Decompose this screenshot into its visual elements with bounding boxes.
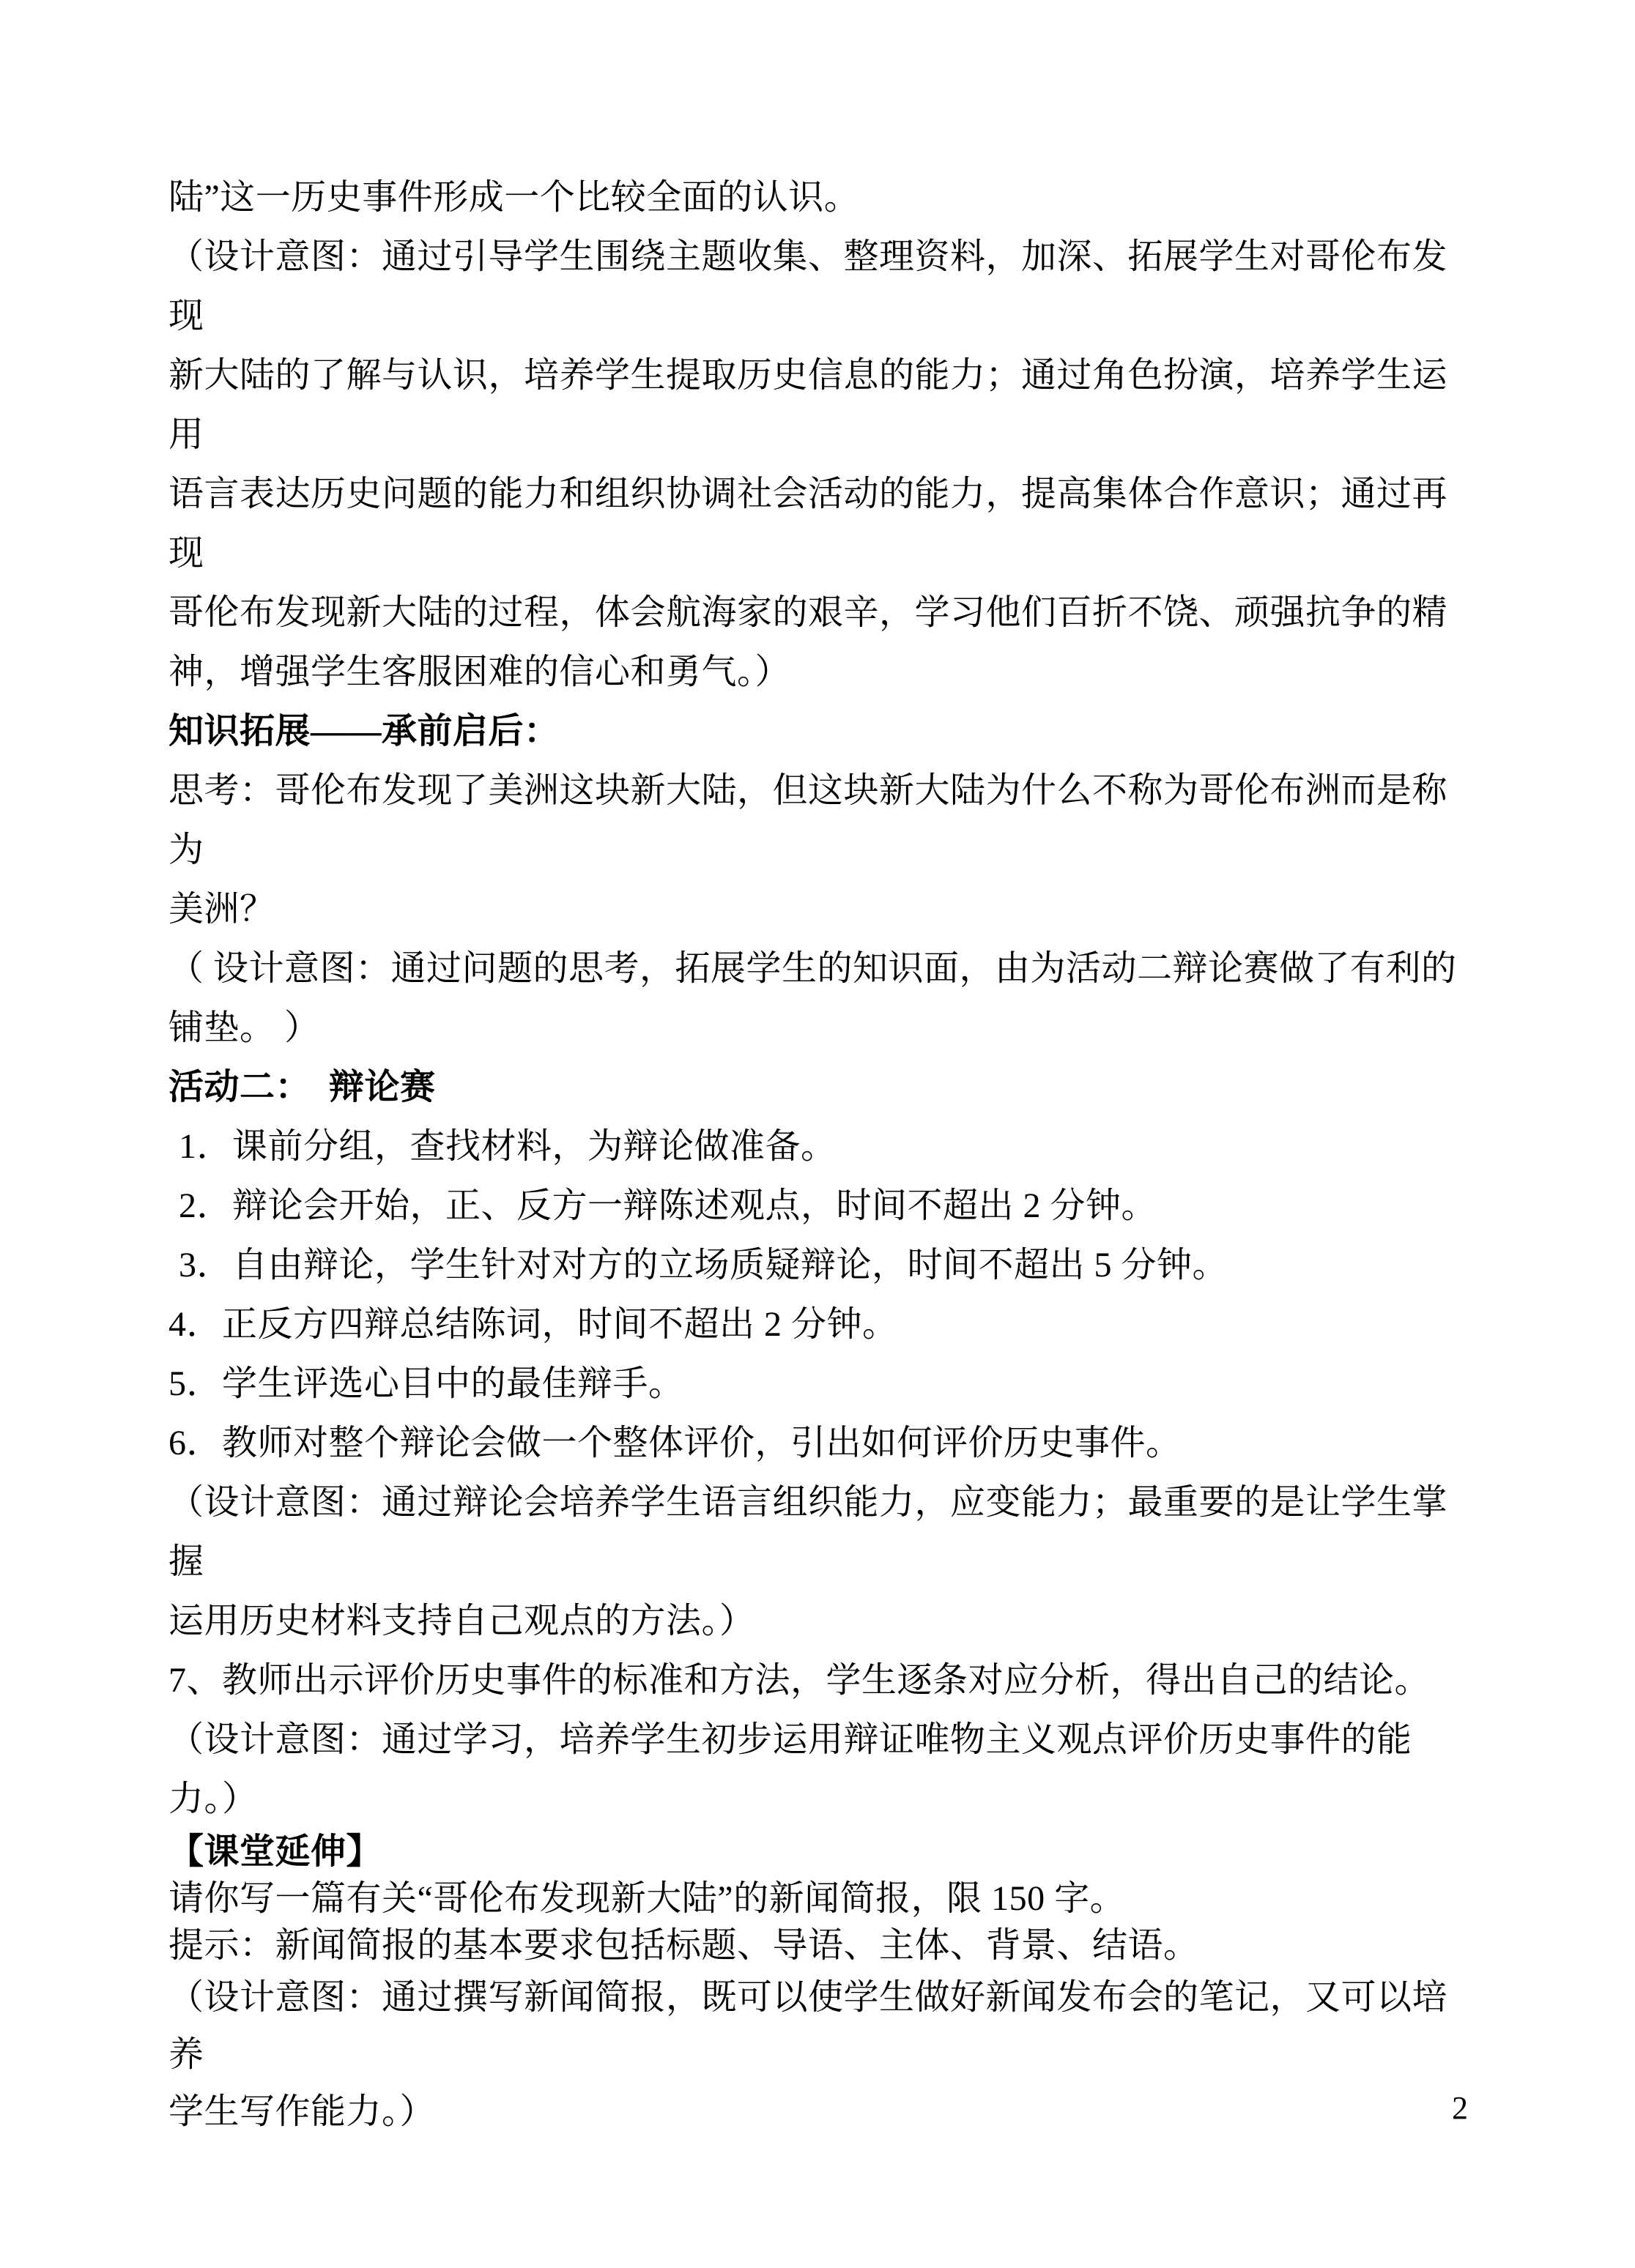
text-line: 运用历史材料支持自己观点的方法。） — [168, 1602, 755, 1640]
text-line: 7、教师出示评价历史事件的标准和方法，学生逐条对应分析，得出自己的结论。 — [168, 1661, 1431, 1700]
text-line: 学生写作能力。） — [168, 2092, 436, 2131]
section-heading: 【课堂延伸】 — [168, 1832, 382, 1871]
page-number: 2 — [1452, 2090, 1468, 2126]
text-line: 陆”这一历史事件形成一个比较全面的认识。 — [168, 178, 860, 217]
text-line: （设计意图：通过撰写新闻简报，既可以使学生做好新闻发布会的笔记，又可以培养 — [168, 1978, 1448, 2074]
text-line: 3．自由辩论，学生针对对方的立场质疑辩论，时间不超出 5 分钟。 — [179, 1246, 1228, 1284]
text-line: （设计意图：通过学习，培养学生初步运用辩证唯物主义观点评价历史事件的能 — [168, 1720, 1412, 1759]
text-line: （设计意图：通过辩论会培养学生语言组织能力，应变能力；最重要的是让学生掌握 — [168, 1483, 1448, 1581]
text-line: 语言表达历史问题的能力和组织协调社会活动的能力，提高集体合作意识；通过再现 — [168, 475, 1448, 573]
text-line: 思考：哥伦布发现了美洲这块新大陆，但这块新大陆为什么不称为哥伦布洲而是称为 — [168, 771, 1448, 869]
text-line: （ 设计意图：通过问题的思考，拓展学生的知识面，由为活动二辩论赛做了有利的 — [168, 949, 1457, 988]
text-line: 神，增强学生客服困难的信心和勇气。） — [168, 652, 791, 691]
text-line: 5．学生评选心目中的最佳辩手。 — [168, 1364, 684, 1403]
text-line: 2．辩论会开始，正、反方一辩陈述观点，时间不超出 2 分钟。 — [179, 1186, 1157, 1225]
page-content — [168, 168, 1474, 2141]
text-line: 力。） — [168, 1780, 258, 1818]
section-heading: 活动二： 辩论赛 — [168, 1068, 436, 1107]
text-line: 提示：新闻简报的基本要求包括标题、导语、主体、背景、结语。 — [168, 1926, 1199, 1965]
text-line: 美洲？ — [168, 890, 275, 929]
text-line: 新大陆的了解与认识，培养学生提取历史信息的能力；通过角色扮演，培养学生运用 — [168, 356, 1448, 454]
text-line: 哥伦布发现新大陆的过程，体会航海家的艰辛，学习他们百折不饶、顽强抗争的精 — [168, 593, 1448, 632]
text-line: （设计意图：通过引导学生围绕主题收集、整理资料，加深、拓展学生对哥伦布发现 — [168, 237, 1448, 335]
text-line: 铺垫。 ） — [168, 1008, 320, 1047]
section-heading: 知识拓展——承前启后： — [168, 712, 560, 751]
text-line: 请你写一篇有关“哥伦布发现新大陆”的新闻简报，限 150 字。 — [168, 1879, 1126, 1918]
text-line: 4．正反方四辩总结陈词，时间不超出 2 分钟。 — [168, 1305, 898, 1344]
text-line: 6．教师对整个辩论会做一个整体评价，引出如何评价历史事件。 — [168, 1424, 1182, 1462]
text-line: 1．课前分组，查找材料，为辩论做准备。 — [179, 1127, 837, 1166]
